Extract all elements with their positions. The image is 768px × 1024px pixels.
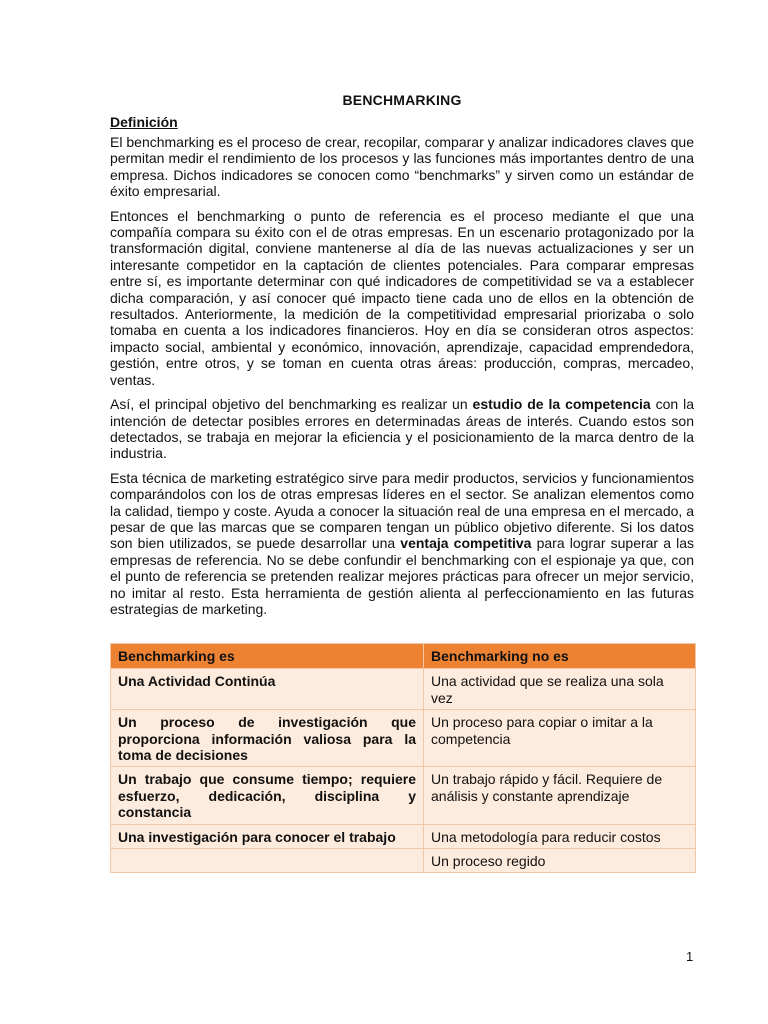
table-row xyxy=(111,669,696,710)
table-row xyxy=(111,824,696,848)
document-title: BENCHMARKING xyxy=(342,92,462,108)
paragraph-4-bold: ventaja competitiva xyxy=(400,535,532,552)
paragraph-3 xyxy=(110,396,694,462)
paragraph-3-bold: estudio de la competencia xyxy=(472,396,651,413)
table-cell-no-es: Un proceso regido xyxy=(424,849,696,873)
paragraph-4-text-b: para lograr superar a las empresas de referencia. No se debe confundir el benchmarking con el espionaje ya que, con el punto de referencia se pretenden realizar mejores prácticas para ofrecer un mejor servicio, no imitar al resto. Esta herramienta de gestión alienta al perfeccionamiento en las futuras estrategias de marketing. xyxy=(110,535,694,617)
table-header-row xyxy=(111,644,696,669)
paragraph-2: Entonces el benchmarking o punto de referencia es el proceso mediante el que una compañía compara su éxito con el de otras empresas. En un escenario protagonizado por la transformación digital, conviene mantenerse al día de las nuevas actualizaciones y ser un interesante competidor en la captación de clientes potenciales. Para comparar empresas entre sí, es importante determinar con qué indicadores de competitividad se va a establecer dicha comparación, y así conocer qué impacto tiene cada uno de ellos en la obtención de resultados. Anteriormente, la medición de la competitividad empresarial priorizaba o solo tomaba en cuenta a los indicadores financieros. Hoy en día se consideran otros aspectos: impacto social, ambiental y económico, innovación, aprendizaje, capacidad emprendedora, gestión, entre otros, y se toman en cuenta otras áreas: producción, compras, mercadeo, ventas. xyxy=(110,207,694,388)
table-cell-es: Un trabajo que consume tiempo; requiere esfuerzo, dedicación, disciplina y constancia xyxy=(111,767,424,824)
table-header-no-es: Benchmarking no es xyxy=(424,644,696,669)
table-row xyxy=(111,849,696,873)
paragraph-3-text-b: con la intención de detectar posibles errores en determinadas áreas de interés. Cuando estos son detectados, se trabaja en mejorar la eficiencia y el posicionamiento de la marca dentro de la industria. xyxy=(110,396,694,462)
section-heading-definicion: Definición xyxy=(110,114,178,130)
table-cell-no-es: Un trabajo rápido y fácil. Requiere de análisis y constante aprendizaje xyxy=(424,767,696,824)
table-header-es: Benchmarking es xyxy=(111,644,424,669)
table-row xyxy=(111,710,696,767)
paragraph-4 xyxy=(110,470,694,618)
table-cell-no-es: Una metodología para reducir costos xyxy=(424,824,696,848)
table-cell-no-es: Una actividad que se realiza una sola vez xyxy=(424,669,696,710)
table-cell-es xyxy=(111,849,424,873)
paragraph-3-text-a: Así, el principal objetivo del benchmarking es realizar un xyxy=(110,396,473,413)
document-page xyxy=(110,92,694,873)
table-row xyxy=(111,767,696,824)
paragraph-4-text-a: Esta técnica de marketing estratégico sirve para medir productos, servicios y funcionamientos comparándolos con los de otras empresas líderes en el sector. Se analizan elementos como la calidad, tiempo y coste. Ayuda a conocer la situación real de una empresa en el mercado, a pesar de que las marcas que se comparen tengan un público objetivo diferente. Si los datos son bien utilizados, se puede desarrollar una xyxy=(110,469,694,552)
table-cell-no-es: Un proceso para copiar o imitar a la competencia xyxy=(424,710,696,767)
page-number: 1 xyxy=(686,949,694,964)
table-cell-es: Una investigación para conocer el trabajo xyxy=(111,824,424,848)
comparison-table xyxy=(110,643,696,873)
table-cell-es: Un proceso de investigación que proporciona información valiosa para la toma de decisiones xyxy=(111,710,424,767)
table-cell-es: Una Actividad Continúa xyxy=(111,669,424,710)
paragraph-1: El benchmarking es el proceso de crear, recopilar, comparar y analizar indicadores claves que permitan medir el rendimiento de los procesos y las funciones más importantes dentro de una empresa. Dichos indicadores se conocen como “benchmarks” y sirven como un estándar de éxito empresarial. xyxy=(110,134,694,200)
